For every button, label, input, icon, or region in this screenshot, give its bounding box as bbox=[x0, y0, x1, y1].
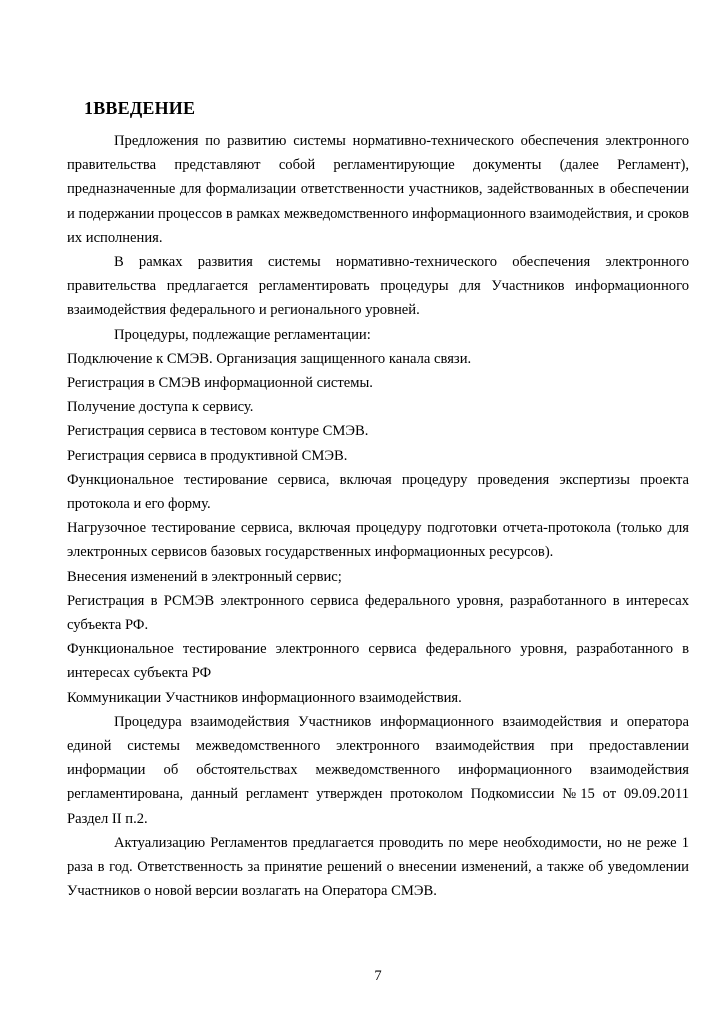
paragraph-intro: Предложения по развитию системы нормативно-технического обеспечения электронного правительства представляют собой регламентирующие документы (далее Регламент), предназначенные для формализации ответственности участников, задействованных в обеспечении и подержании процессов в рамках межведомственного информационного взаимодействия, и сроков их исполнения. bbox=[67, 133, 689, 246]
list-item: Нагрузочное тестирование сервиса, включая процедуру подготовки отчета-протокола (только для электронных сервисов базовых государственных информационных ресурсов). bbox=[67, 520, 689, 561]
list-item: Подключение к СМЭВ. Организация защищенного канала связи. bbox=[67, 350, 472, 367]
list-item: Функциональное тестирование электронного сервиса федерального уровня, разработанного в интересах субъекта РФ bbox=[67, 641, 689, 682]
paragraph-interaction: Процедура взаимодействия Участников информационного взаимодействия и оператора единой системы межведомственного электронного взаимодействия при предоставлении информации об обстоятельствах межведомственного информационного взаимодействия регламентирована, данный регламент утвержден протоколом Подкомиссии №15 от 09.09.2011 Раздел II п.2. bbox=[67, 713, 689, 827]
document-page bbox=[67, 98, 689, 904]
page-number: 7 bbox=[374, 968, 382, 984]
paragraph-procedures-lead: Процедуры, подлежащие регламентации: bbox=[114, 326, 371, 343]
paragraph-framework: В рамках развития системы нормативно-технического обеспечения электронного правительства предлагается регламентировать процедуры для Участников информационного взаимодействия федерального и регионального уровней. bbox=[67, 254, 689, 319]
list-item: Функциональное тестирование сервиса, включая процедуру проведения экспертизы проекта протокола и его форму. bbox=[67, 471, 689, 513]
list-item: Регистрация в РСМЭВ электронного сервиса федерального уровня, разработанного в интересах субъекта РФ. bbox=[67, 592, 689, 634]
list-item: Внесения изменений в электронный сервис; bbox=[67, 568, 342, 585]
paragraph-actualization: Актуализацию Регламентов предлагается проводить по мере необходимости, но не реже 1 раза в год. Ответственность за принятие решений о внесении изменений, а также об уведомлении Участников о новой версии возлагать на Оператора СМЭВ. bbox=[67, 834, 689, 900]
list-item: Получение доступа к сервису. bbox=[67, 399, 254, 416]
list-item: Регистрация сервиса в продуктивной СМЭВ. bbox=[67, 447, 348, 464]
section-heading: 1ВВЕДЕНИЕ bbox=[84, 98, 196, 118]
list-item: Коммуникации Участников информационного взаимодействия. bbox=[67, 689, 462, 706]
list-item: Регистрация сервиса в тестовом контуре СМЭВ. bbox=[67, 423, 369, 440]
list-item: Регистрация в СМЭВ информационной системы. bbox=[67, 375, 373, 392]
procedures-list bbox=[67, 347, 689, 710]
